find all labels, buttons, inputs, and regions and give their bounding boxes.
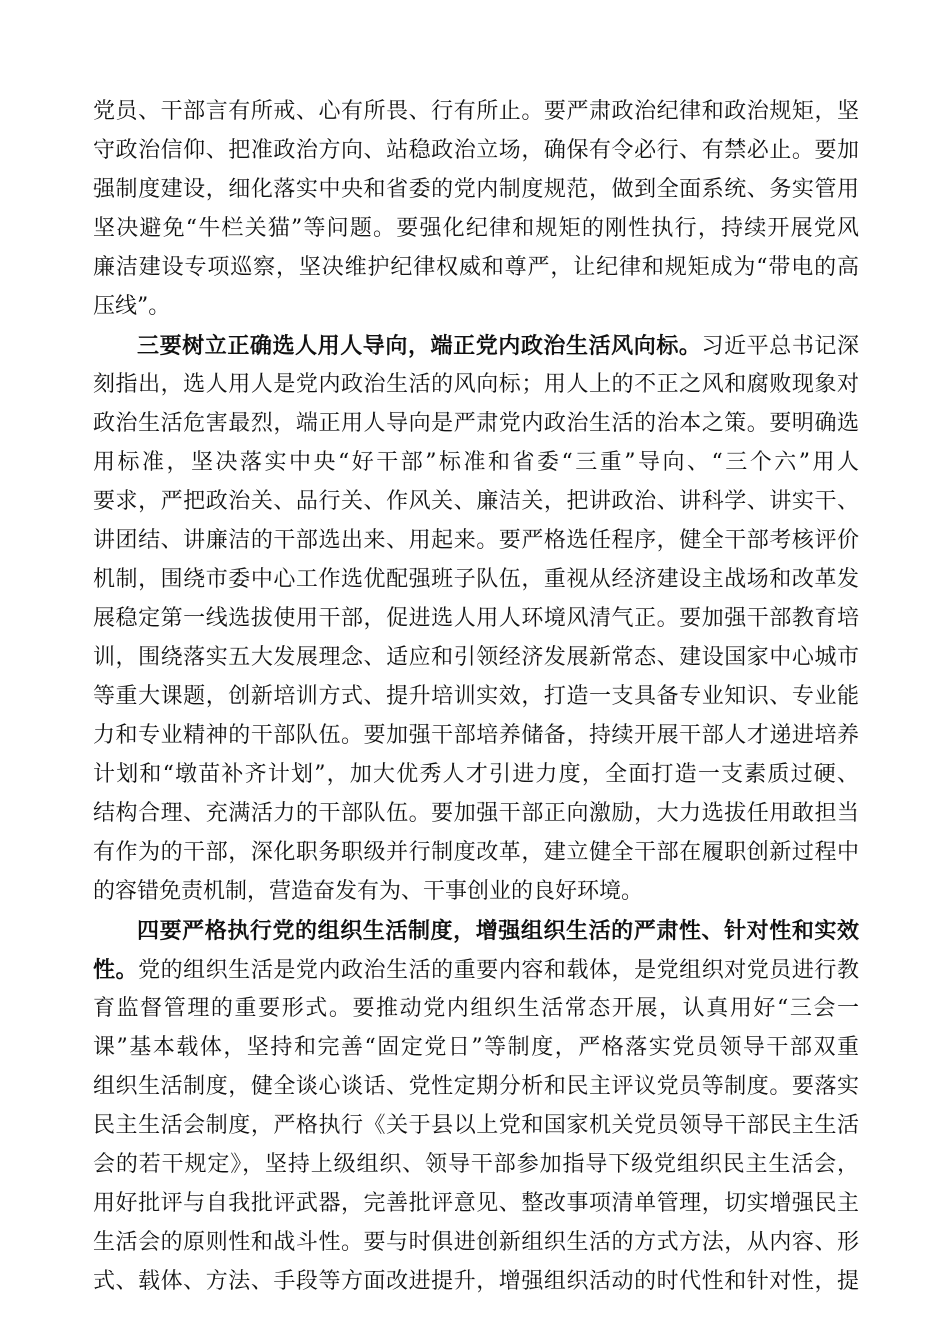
text-line: 民主生活会制度，严格执行《关于县以上党和国家机关党员领导干部民主生活 (93, 1113, 859, 1138)
text-line: 讲团结、讲廉洁的干部选出来、用起来。要严格选任程序，健全干部考核评价 (93, 528, 859, 553)
text-line: 廉洁建设专项巡察，坚决维护纪律权威和尊严，让纪律和规矩成为“带电的高 (93, 255, 859, 280)
text-line: 展稳定第一线选拔使用干部，促进选人用人环境风清气正。要加强干部教育培 (93, 606, 859, 631)
text-line: 训，围绕落实五大发展理念、适应和引领经济发展新常态、建设国家中心城市 (93, 645, 859, 670)
text-line: 结构合理、充满活力的干部队伍。要加强干部正向激励，大力选拔任用敢担当 (93, 801, 859, 826)
text-line: 有作为的干部，深化职务职级并行制度改革，建立健全干部在履职创新过程中 (93, 840, 859, 865)
text-line: 等重大课题，创新培训方式、提升培训实效，打造一支具备专业知识、专业能 (93, 684, 859, 709)
text-fragment: 习近平总书记深 (701, 334, 859, 359)
text-line: 压线”。 (93, 294, 171, 319)
text-line: 刻指出，选人用人是党内政治生活的风向标；用人上的不正之风和腐败现象对 (93, 372, 859, 397)
text-line: 用标准，坚决落实中央“好干部”标准和省委“三重”导向、“三个六”用人 (93, 450, 859, 475)
text-line: 会的若干规定》，坚持上级组织、领导干部参加指导下级党组织民主生活会， (93, 1152, 859, 1177)
section-heading-end: 性。 (93, 957, 139, 983)
text-line: 课”基本载体，坚持和完善“固定党日”等制度，严格落实党员领导干部双重 (93, 1035, 859, 1060)
text-line: 党员、干部言有所戒、心有所畏、行有所止。要严肃政治纪律和政治规矩，坚 (93, 99, 859, 124)
text-line: 力和专业精神的干部队伍。要加强干部培养储备，持续开展干部人才递进培养 (93, 723, 859, 748)
text-line: 计划和“墩苗补齐计划”，加大优秀人才引进力度，全面打造一支素质过硬、 (93, 762, 859, 787)
text-line: 政治生活危害最烈，端正用人导向是严肃党内政治生活的治本之策。要明确选 (93, 411, 859, 436)
text-line: 育监督管理的重要形式。要推动党内组织生活常态开展，认真用好“三会一 (93, 996, 859, 1021)
text-line: 守政治信仰、把准政治方向、站稳政治立场，确保有令必行、有禁必止。要加 (93, 138, 859, 163)
text-line: 坚决避免“牛栏关猫”等问题。要强化纪律和规矩的刚性执行，持续开展党风 (93, 216, 859, 241)
text-line: 要求，严把政治关、品行关、作风关、廉洁关，把讲政治、讲科学、讲实干、 (93, 489, 859, 514)
section-heading: 三要树立正确选人用人导向，端正党内政治生活风向标。 (137, 333, 702, 359)
text-line: 式、载体、方法、手段等方面改进提升，增强组织活动的时代性和针对性，提 (93, 1269, 859, 1294)
text-line: 强制度建设，细化落实中央和省委的党内制度规范，做到全面系统、务实管用 (93, 177, 859, 202)
text-line: 机制，围绕市委中心工作选优配强班子队伍，重视从经济建设主战场和改革发 (93, 567, 859, 592)
text-line: 生活会的原则性和战斗性。要与时俱进创新组织生活的方式方法，从内容、形 (93, 1230, 859, 1255)
section-three-line (137, 331, 859, 361)
section-four-line (93, 955, 859, 985)
text-line: 用好批评与自我批评武器，完善批评意见、整改事项清单管理，切实增强民主 (93, 1191, 859, 1216)
text-line: 的容错免责机制，营造奋发有为、干事创业的良好环境。 (93, 879, 644, 904)
text-line: 组织生活制度，健全谈心谈话、党性定期分析和民主评议党员等制度。要落实 (93, 1074, 859, 1099)
text-fragment: 党的组织生活是党内政治生活的重要内容和载体，是党组织对党员进行教 (138, 958, 859, 983)
section-heading: 四要严格执行党的组织生活制度，增强组织生活的严肃性、针对性和实效 (137, 918, 859, 944)
